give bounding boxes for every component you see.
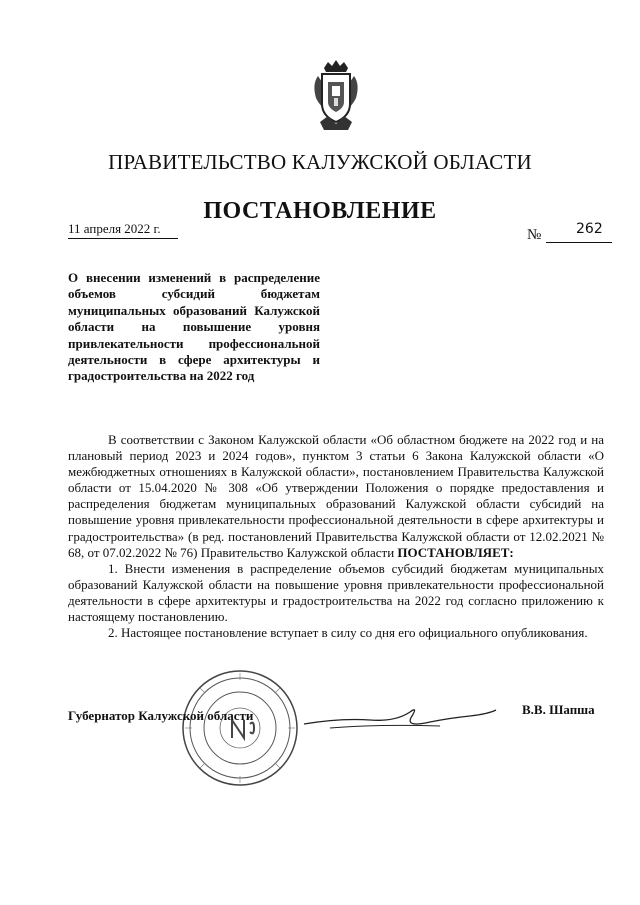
government-name: ПРАВИТЕЛЬСТВО КАЛУЖСКОЙ ОБЛАСТИ	[108, 150, 532, 174]
preamble-text: В соответствии с Законом Калужской области «Об областном бюджете на 2022 год и на плановый период 2023 и 2024 годов», пунктом 3 статьи 6 Закона Калужской области «О межбюджетных отношениях в Калужской области», постановлением Правительства Калужской области от 15.04.2020 № 308 «Об утверждении Положения о порядке предоставления и распределения бюджетам муниципальных образований Калужской области субсидий на повышение уровня привлекательности профессиональной деятельности в сфере архитектуры и градостроительства» (в ред. постановлений Правительства Калужской области от 12.02.2021 № 68, от 07.02.2022 № 76) Правительство Калужской области	[68, 432, 604, 560]
preamble-paragraph	[68, 432, 604, 561]
coat-of-arms-emblem	[308, 58, 364, 134]
document-title: ПОСТАНОВЛЕНИЕ	[203, 198, 437, 224]
number-label: №	[527, 227, 542, 243]
item-1: 1. Внести изменения в распределение объемов субсидий бюджетам муниципальных образований Калужской области на повышение уровня привлекательности профессиональной деятельности в сфере архитектуры и градостроительства на 2022 год согласно приложению к настоящему постановлению.	[68, 560, 604, 625]
document-subject: О внесении изменений в распределение объемов субсидий бюджетам муниципальных образований Калужской области на повышение уровня привлекательности профессиональной деятельности в сфере архитектуры и градостроительства на 2022 год	[68, 270, 320, 384]
number-underline	[546, 242, 612, 243]
official-stamp	[180, 668, 300, 788]
document-date: 11 апреля 2022 г.	[68, 221, 178, 239]
document-number: 262	[576, 221, 603, 237]
signer-title: Губернатор Калужской области	[68, 708, 254, 723]
document-body	[68, 432, 604, 641]
item-2: 2. Настоящее постановление вступает в силу со дня его официального опубликования.	[108, 625, 588, 641]
decree-word: ПОСТАНОВЛЯЕТ:	[397, 544, 514, 560]
signer-name: В.В. Шапша	[522, 702, 595, 717]
handwritten-signature	[300, 698, 500, 734]
